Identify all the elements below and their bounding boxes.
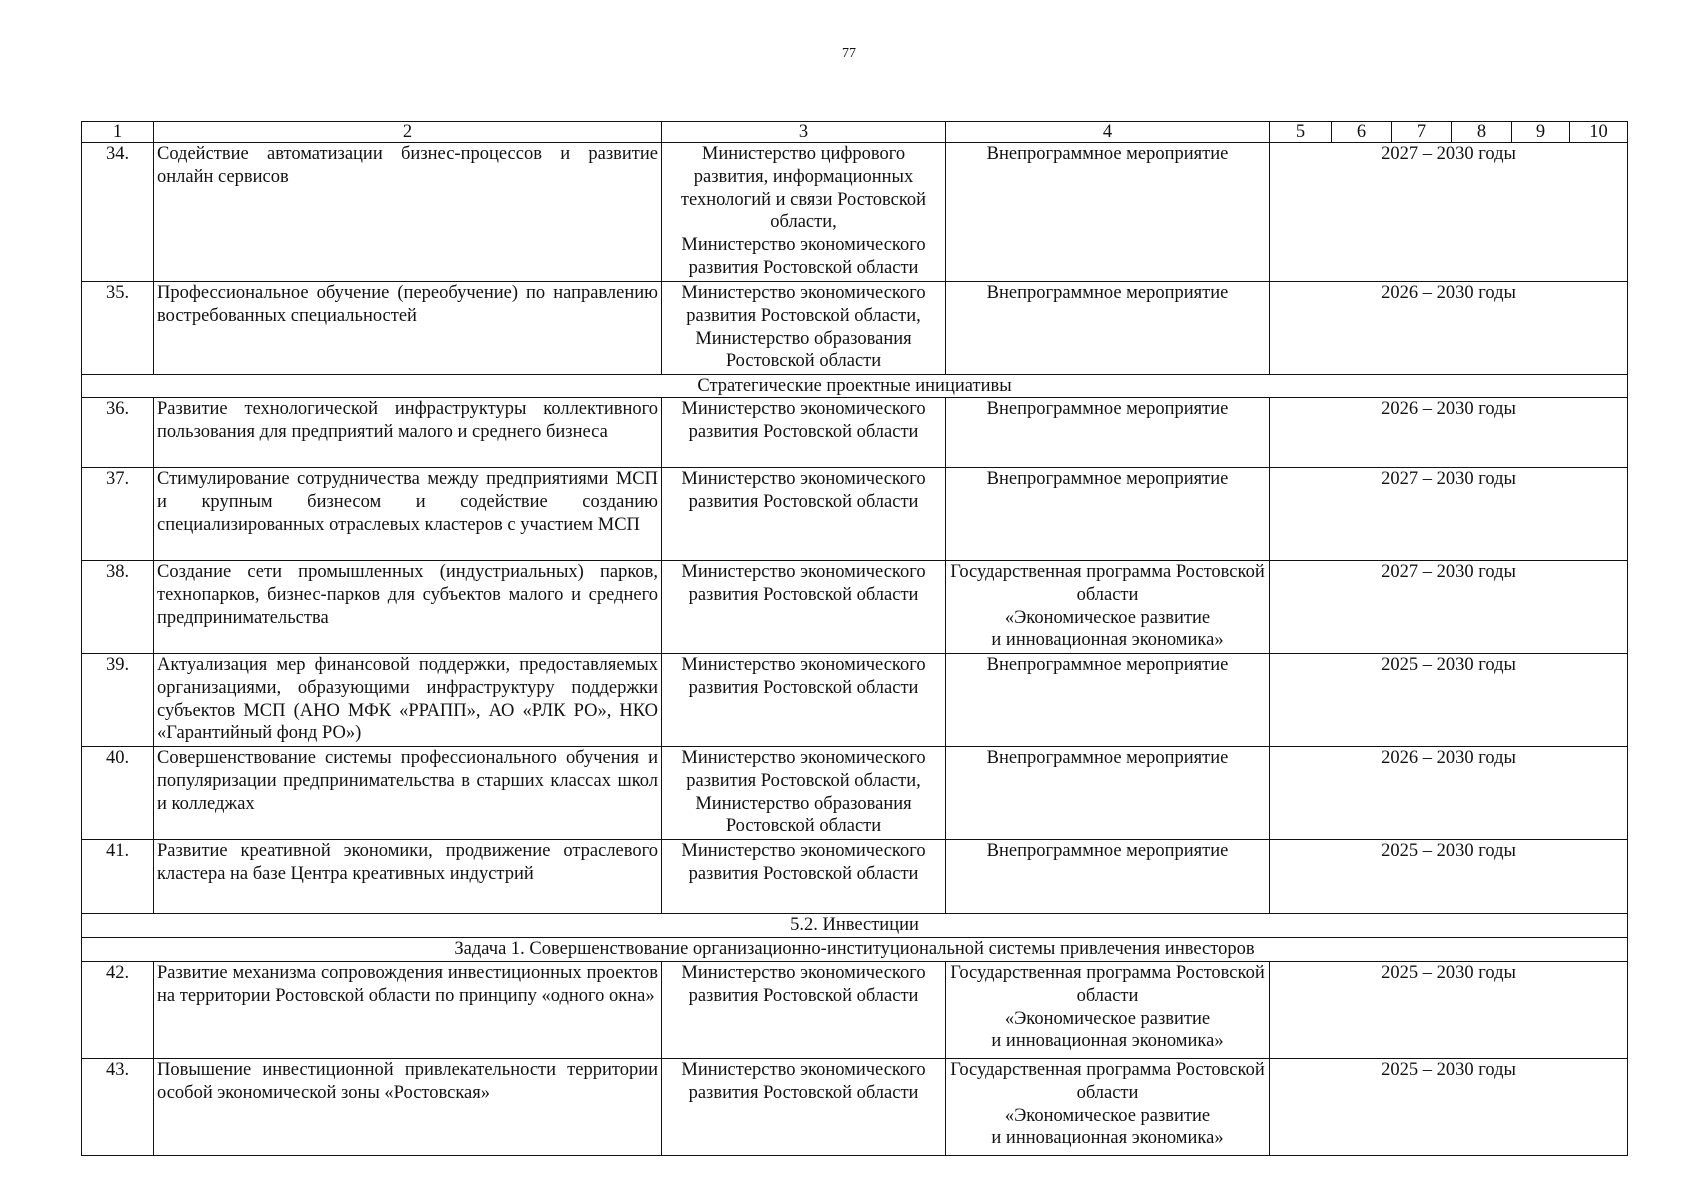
column-number: 4 — [946, 122, 1270, 143]
implementation-period: 2026 – 2030 годы — [1270, 398, 1628, 468]
responsible-executor: Министерство экономического развития Ростовской области — [662, 398, 946, 468]
measure-description: Содействие автоматизации бизнес-процессов и развитие онлайн сервисов — [154, 143, 662, 282]
item-number: 43. — [82, 1059, 154, 1156]
item-number: 40. — [82, 747, 154, 840]
responsible-executor: Министерство цифрового развития, информационных технологий и связи Ростовской области, Министерство экономического развития Ростовской области — [662, 143, 946, 282]
table-row — [82, 282, 1628, 375]
funding-source: Государственная программа Ростовской области «Экономическое развитие и инновационная экономика» — [946, 561, 1270, 654]
column-number: 2 — [154, 122, 662, 143]
implementation-period: 2026 – 2030 годы — [1270, 747, 1628, 840]
funding-source: Внепрограммное мероприятие — [946, 654, 1270, 747]
measure-description: Повышение инвестиционной привлекательности территории особой экономической зоны «Ростовская» — [154, 1059, 662, 1156]
table-row — [82, 1059, 1628, 1156]
measure-description: Создание сети промышленных (индустриальных) парков, технопарков, бизнес-парков для субъектов малого и среднего предпринимательства — [154, 561, 662, 654]
column-number: 9 — [1512, 122, 1570, 143]
funding-source: Внепрограммное мероприятие — [946, 398, 1270, 468]
implementation-period: 2027 – 2030 годы — [1270, 561, 1628, 654]
measure-description: Совершенствование системы профессионального обучения и популяризации предпринимательства в старших классах школ и колледжах — [154, 747, 662, 840]
column-number: 3 — [662, 122, 946, 143]
measures-table — [81, 121, 1628, 1156]
responsible-executor: Министерство экономического развития Ростовской области — [662, 840, 946, 914]
funding-source: Внепрограммное мероприятие — [946, 468, 1270, 561]
funding-source: Государственная программа Ростовской области «Экономическое развитие и инновационная экономика» — [946, 962, 1270, 1059]
column-number: 7 — [1392, 122, 1452, 143]
implementation-period: 2025 – 2030 годы — [1270, 1059, 1628, 1156]
section-heading-row — [82, 938, 1628, 962]
item-number: 36. — [82, 398, 154, 468]
item-number: 42. — [82, 962, 154, 1059]
item-number: 34. — [82, 143, 154, 282]
table-row — [82, 398, 1628, 468]
column-number: 8 — [1452, 122, 1512, 143]
column-number: 10 — [1570, 122, 1628, 143]
funding-source: Внепрограммное мероприятие — [946, 143, 1270, 282]
section-heading: Стратегические проектные инициативы — [82, 375, 1628, 398]
responsible-executor: Министерство экономического развития Ростовской области — [662, 1059, 946, 1156]
item-number: 39. — [82, 654, 154, 747]
item-number: 41. — [82, 840, 154, 914]
section-heading: 5.2. Инвестиции — [82, 914, 1628, 938]
table-row — [82, 561, 1628, 654]
section-heading-row — [82, 914, 1628, 938]
item-number: 35. — [82, 282, 154, 375]
table-body — [82, 122, 1628, 1156]
page-number: 77 — [842, 46, 856, 61]
measure-description: Актуализация мер финансовой поддержки, предоставляемых организациями, образующими инфраструктуру поддержки субъектов МСП (АНО МФК «РРАПП», АО «РЛК РО», НКО «Гарантийный фонд РО») — [154, 654, 662, 747]
funding-source: Внепрограммное мероприятие — [946, 747, 1270, 840]
measure-description: Развитие технологической инфраструктуры коллективного пользования для предприятий малого и среднего бизнеса — [154, 398, 662, 468]
column-number: 5 — [1270, 122, 1332, 143]
implementation-period: 2025 – 2030 годы — [1270, 654, 1628, 747]
responsible-executor: Министерство экономического развития Ростовской области — [662, 654, 946, 747]
table-row — [82, 468, 1628, 561]
section-heading-row — [82, 375, 1628, 398]
measure-description: Стимулирование сотрудничества между предприятиями МСП и крупным бизнесом и содействие созданию специализированных отраслевых кластеров с участием МСП — [154, 468, 662, 561]
funding-source: Внепрограммное мероприятие — [946, 840, 1270, 914]
implementation-period: 2027 – 2030 годы — [1270, 468, 1628, 561]
item-number: 38. — [82, 561, 154, 654]
table-row — [82, 654, 1628, 747]
column-number: 6 — [1332, 122, 1392, 143]
table-row — [82, 143, 1628, 282]
responsible-executor: Министерство экономического развития Ростовской области — [662, 468, 946, 561]
table-row — [82, 747, 1628, 840]
responsible-executor: Министерство экономического развития Ростовской области, Министерство образования Ростовской области — [662, 282, 946, 375]
column-number: 1 — [82, 122, 154, 143]
responsible-executor: Министерство экономического развития Ростовской области — [662, 561, 946, 654]
implementation-period: 2027 – 2030 годы — [1270, 143, 1628, 282]
section-heading: Задача 1. Совершенствование организационно-институциональной системы привлечения инвесторов — [82, 938, 1628, 962]
implementation-period: 2025 – 2030 годы — [1270, 840, 1628, 914]
table-row — [82, 962, 1628, 1059]
measure-description: Развитие креативной экономики, продвижение отраслевого кластера на базе Центра креативных индустрий — [154, 840, 662, 914]
responsible-executor: Министерство экономического развития Ростовской области — [662, 962, 946, 1059]
responsible-executor: Министерство экономического развития Ростовской области, Министерство образования Ростовской области — [662, 747, 946, 840]
measure-description: Развитие механизма сопровождения инвестиционных проектов на территории Ростовской области по принципу «одного окна» — [154, 962, 662, 1059]
implementation-period: 2026 – 2030 годы — [1270, 282, 1628, 375]
implementation-period: 2025 – 2030 годы — [1270, 962, 1628, 1059]
column-number-header-row — [82, 122, 1628, 143]
funding-source: Внепрограммное мероприятие — [946, 282, 1270, 375]
table-row — [82, 840, 1628, 914]
item-number: 37. — [82, 468, 154, 561]
measure-description: Профессиональное обучение (переобучение) по направлению востребованных специальностей — [154, 282, 662, 375]
funding-source: Государственная программа Ростовской области «Экономическое развитие и инновационная экономика» — [946, 1059, 1270, 1156]
